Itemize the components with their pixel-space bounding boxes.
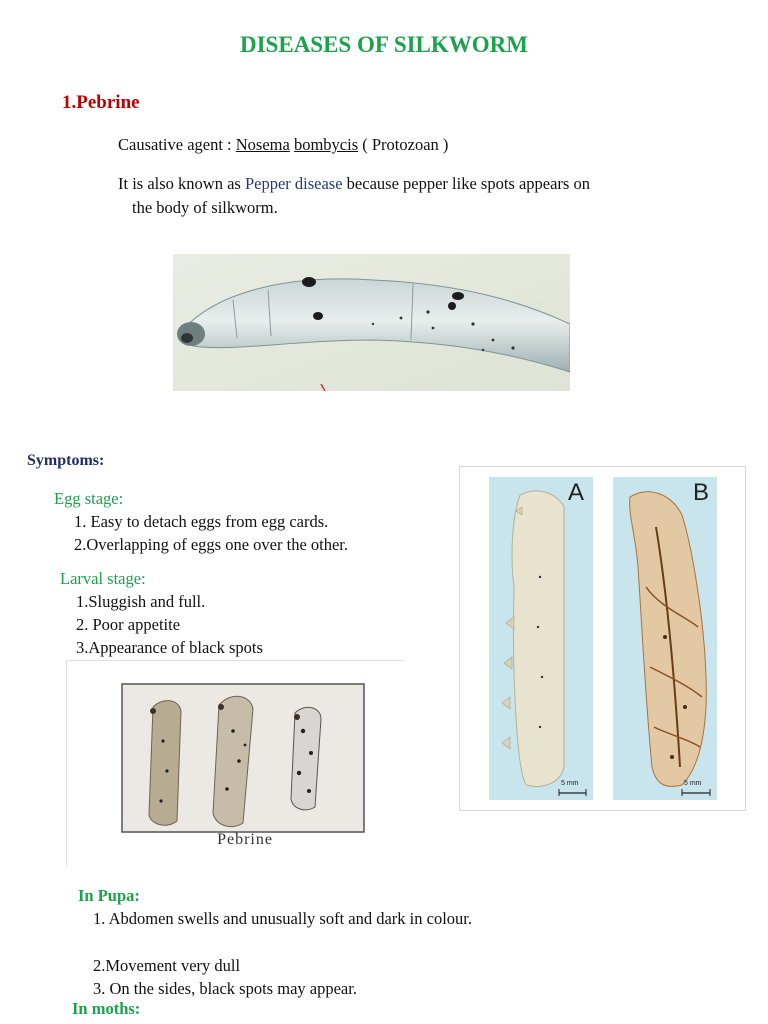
pebrine-larva-photo [173,254,570,391]
larval-stage-heading: Larval stage: [60,569,146,588]
pupa-item-3: 3. On the sides, black spots may appear. [93,979,357,998]
page-title: DISEASES OF SILKWORM [240,32,528,57]
known-suffix: because pepper like spots appears on [342,174,590,193]
egg-stage-heading: Egg stage: [54,489,124,508]
moths-heading: In moths: [72,999,141,1018]
label-a: A [568,479,585,506]
pebrine-caption: Pebrine [217,831,273,848]
symptoms-heading: Symptoms: [27,452,105,469]
causative-agent-line [118,133,448,156]
larval-item-3: 3.Appearance of black spots [76,638,263,657]
known-as-line-2: the body of silkworm. [132,198,278,217]
comparison-photo [459,466,746,811]
causative-prefix: Causative agent : [118,135,236,154]
section-heading-pebrine: 1.Pebrine [62,92,140,113]
species-name: bombycis [293,135,359,154]
pupa-heading: In Pupa: [78,886,140,905]
pepper-disease-term: Pepper disease [244,174,343,193]
pupa-item-2: 2.Movement very dull [93,956,241,975]
pebrine-larvae-photo [66,660,405,866]
known-as-line-1 [118,172,590,195]
genus-name: Nosema [235,135,290,154]
scale-label-b: 5 mm [684,780,702,787]
larval-item-1: 1.Sluggish and full. [76,592,206,611]
scale-label-a: 5 mm [561,780,579,787]
label-b: B [693,479,710,506]
egg-item-1: 1. Easy to detach eggs from egg cards. [74,512,329,531]
causative-suffix: ( Protozoan ) [358,135,449,154]
egg-item-2: 2.Overlapping of eggs one over the other. [74,535,349,554]
larval-item-2: 2. Poor appetite [76,615,181,634]
pupa-item-1: 1. Abdomen swells and unusually soft and dark in colour. [93,909,472,928]
known-prefix: It is also known as [118,174,245,193]
